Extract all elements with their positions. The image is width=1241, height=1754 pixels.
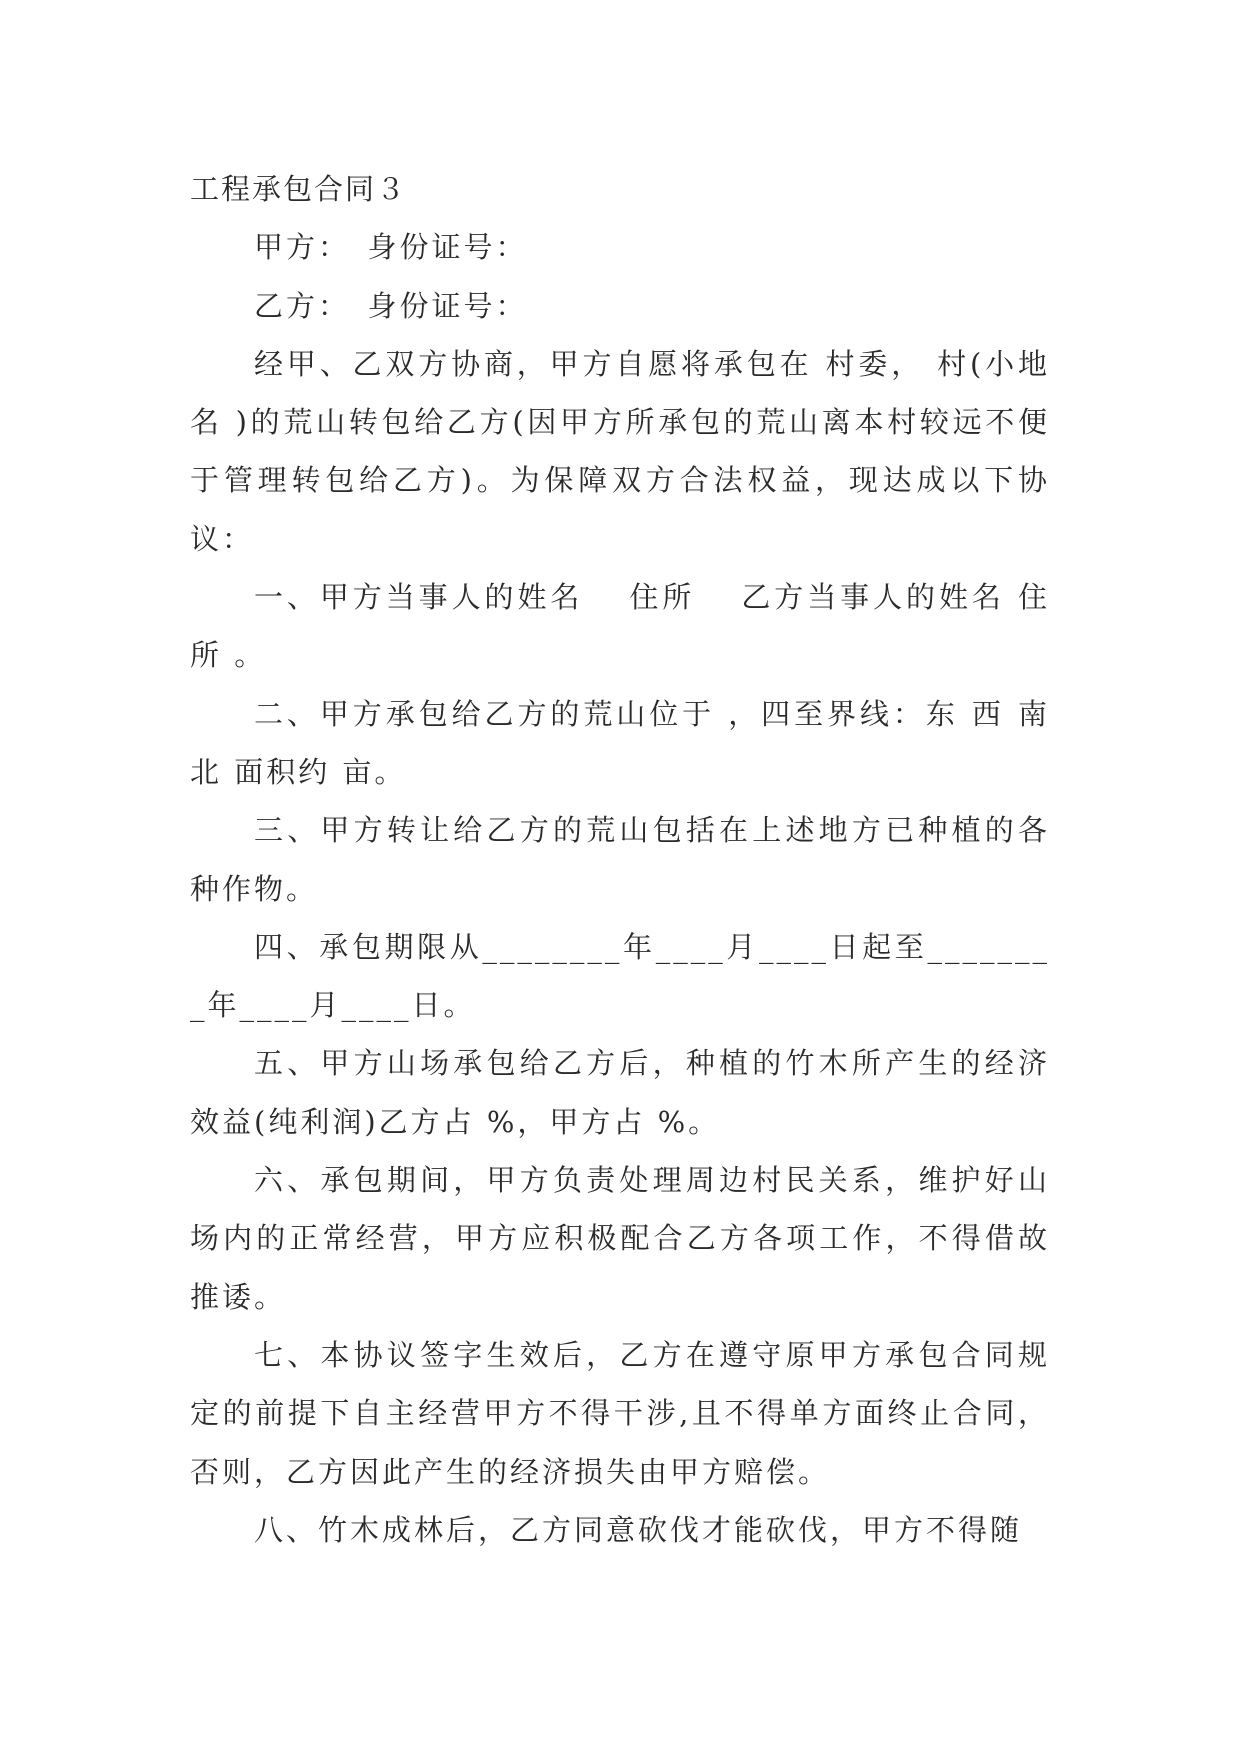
- clause-4: 四、承包期限从________年____月____日起至________年____月____日。: [190, 929, 1050, 1023]
- clause-2: 二、甲方承包给乙方的荒山位于 ，四至界线：东 西 南 北 面积约 亩。: [190, 696, 1050, 789]
- clause-6: 六、承包期间，甲方负责处理周边村民关系，维护好山场内的正常经营，甲方应积极配合乙方各项工作，不得借故推诿。: [190, 1163, 1050, 1314]
- clause-5: 五、甲方山场承包给乙方后，种植的竹木所产生的经济效益(纯利润)乙方占 %，甲方占 %。: [190, 1046, 1050, 1139]
- clause-3: 三、甲方转让给乙方的荒山包括在上述地方已种植的各种作物。: [190, 813, 1050, 906]
- party-b-line: 乙方： 身份证号：: [254, 288, 528, 323]
- clause-1: 一、甲方当事人的姓名 住所 乙方当事人的姓名 住所 。: [190, 580, 1050, 673]
- clause-7: 七、本协议签字生效后，乙方在遵守原甲方承包合同规定的前提下自主经营甲方不得干涉,且不得单方面终止合同，否则，乙方因此产生的经济损失由甲方赔偿。: [190, 1337, 1050, 1489]
- document-title: 工程承包合同３: [190, 172, 408, 206]
- contract-body: [190, 160, 1050, 1559]
- party-a-line: 甲方： 身份证号：: [254, 230, 528, 265]
- intro-paragraph: 经甲、乙双方协商，甲方自愿将承包在 村委， 村(小地名 )的荒山转包给乙方(因甲方所承包的荒山离本村较远不便于管理转包给乙方)。为保障双方合法权益，现达成以下协议：: [190, 346, 1050, 556]
- clause-8: 八、竹木成林后，乙方同意砍伐才能砍伐，甲方不得随: [254, 1512, 1023, 1547]
